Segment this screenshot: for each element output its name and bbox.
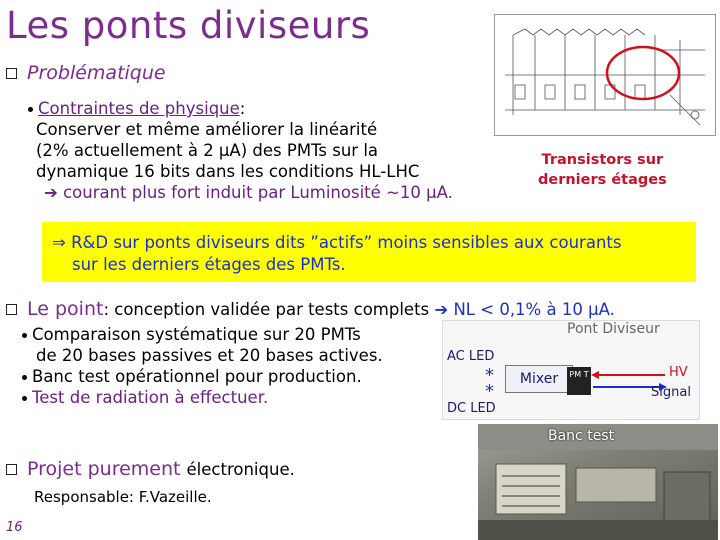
section-le-point <box>6 298 615 320</box>
diagram-dc-led: DC LED <box>447 401 496 416</box>
banc-test-photo <box>478 424 718 540</box>
diagram-pmt: PM T <box>567 367 591 395</box>
point-item-3: Test de radiation à effectuer. <box>32 388 269 407</box>
arrow-line-text: courant plus fort induit par Luminosité ~10 µA. <box>63 183 453 202</box>
section-problematique <box>6 62 166 84</box>
round-bullet-icon <box>22 375 27 380</box>
constraint-colon: : <box>239 99 246 118</box>
round-bullet-icon <box>22 333 27 338</box>
constraints-block <box>26 98 453 203</box>
point-item-2: Banc test opérationnel pour production. <box>32 367 362 386</box>
rd-line-1: R&D sur ponts diviseurs dits ”actifs” moins sensibles aux courants <box>71 233 622 252</box>
constraint-line-1: Conserver et même améliorer la linéarité <box>36 120 378 139</box>
point-items <box>20 324 383 408</box>
point-nl: NL < 0,1% à 10 µA. <box>453 300 615 319</box>
transistors-note-line-1: Transistors sur <box>541 152 664 168</box>
diagram-signal: Signal <box>651 385 691 400</box>
square-bullet-icon <box>6 304 17 315</box>
right-arrow-icon: ➔ <box>434 300 449 319</box>
problematique-heading: Problématique <box>27 62 166 84</box>
point-item-1b: de 20 bases passives et 20 bases actives. <box>36 346 383 365</box>
project-heading: Projet purement <box>27 458 181 480</box>
point-rest: : conception validée par tests complets <box>103 300 430 319</box>
slide-title: Les ponts diviseurs <box>6 4 371 47</box>
diagram-mixer: Mixer <box>505 365 573 393</box>
point-heading: Le point <box>27 298 104 320</box>
rd-text <box>52 232 621 276</box>
diagram-star-1: * <box>485 365 494 386</box>
constraint-line-3: dynamique 16 bits dans les conditions HL-LHC <box>36 162 420 181</box>
project-responsible: Responsable: F.Vazeille. <box>34 488 212 506</box>
constraint-arrow-line <box>26 182 453 203</box>
diagram-title: Pont Diviseur <box>567 321 660 337</box>
rd-line-2: sur les derniers étages des PMTs. <box>72 255 346 274</box>
pont-diviseur-diagram <box>442 320 700 420</box>
transistors-note-line-2: derniers étages <box>538 172 667 188</box>
square-bullet-icon <box>6 68 17 79</box>
project-rest: électronique. <box>186 460 295 479</box>
square-bullet-icon <box>6 464 17 475</box>
schematic-drawing-icon <box>495 15 717 137</box>
slide-number: 16 <box>6 520 23 535</box>
diagram-ac-led: AC LED <box>447 349 495 364</box>
divider-schematic-image <box>494 14 716 136</box>
diagram-hv: HV <box>669 365 688 380</box>
right-arrow-icon: ➔ <box>44 183 58 202</box>
section-projet <box>6 458 295 480</box>
photo-label: Banc test <box>548 428 615 444</box>
constraint-label: Contraintes de physique <box>38 99 240 118</box>
point-item-1: Comparaison systématique sur 20 PMTs <box>32 325 361 344</box>
round-bullet-icon <box>28 107 33 112</box>
round-bullet-icon <box>22 396 27 401</box>
diagram-star-2: * <box>485 381 494 402</box>
constraint-line-2: (2% actuellement à 2 µA) des PMTs sur la <box>36 141 379 160</box>
transistors-note <box>538 150 667 190</box>
implies-arrow-icon: ⇒ <box>52 233 66 252</box>
